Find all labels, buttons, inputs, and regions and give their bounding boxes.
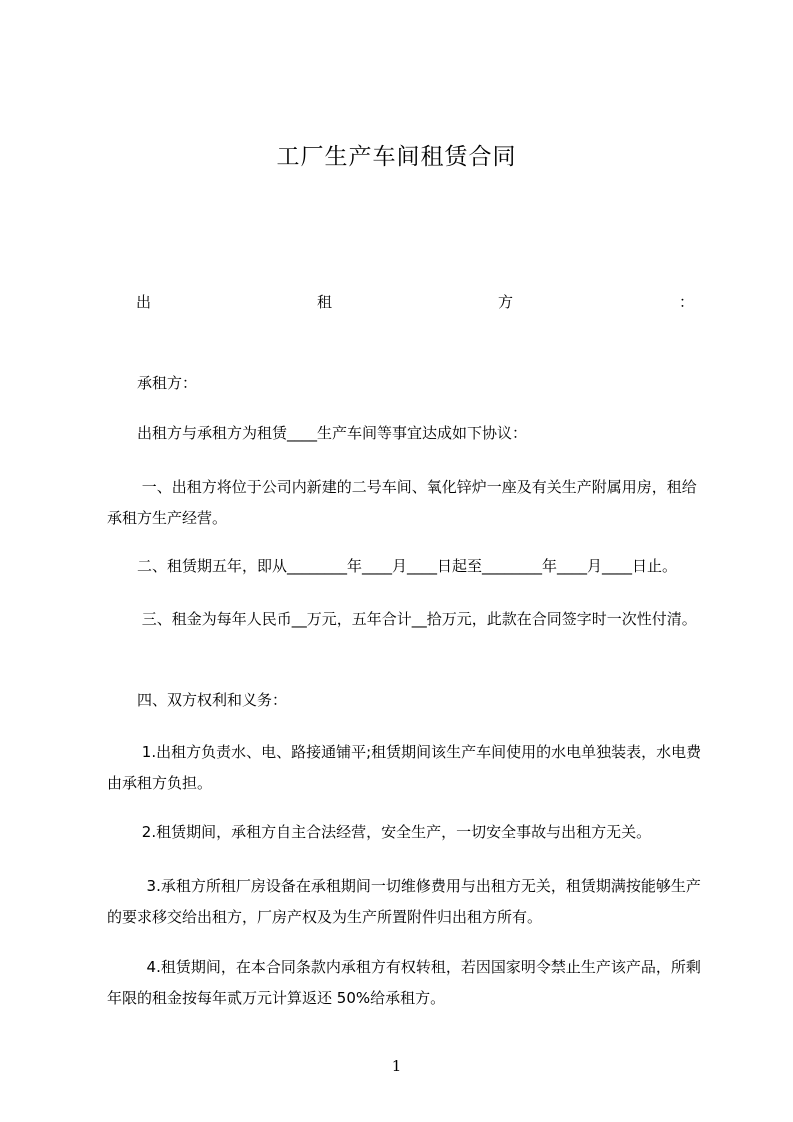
lessor-label-char: 出: [136, 293, 152, 311]
clause-4-item-3: 3.承租方所租厂房设备在承租期间一切维修费用与出租方无关，租赁期满按能够生产的要求移交给出租方，厂房产权及为生产所置附件归出租方所有。: [107, 877, 701, 926]
clause-4-item-1: 1.出租方负责水、电、路接通铺平;租赁期间该生产车间使用的水电单独装表，水电费由承租方负担。: [107, 743, 702, 792]
lessor-label-char: 租: [316, 293, 332, 311]
agreement-intro: 出租方与承租方为租赁____生产车间等事宜达成如下协议：: [137, 424, 528, 442]
clause-4-item-4: 4.租赁期间，在本合同条款内承租方有权转租，若因国家明令禁止生产该产品，所剩年限的租金按每年贰万元计算返还 50%给承租方。: [107, 958, 701, 1007]
page-number: 1: [391, 1057, 402, 1075]
clause-1: 一、出租方将位于公司内新建的二号车间、氧化锌炉一座及有关生产附属用房，租给承租方生产经营。: [107, 478, 697, 527]
lessor-label: [136, 290, 694, 314]
lessor-label-char: 方: [497, 293, 513, 311]
lessor-label-char: ：: [678, 293, 694, 311]
clause-4-item-2: 2.租赁期间，承租方自主合法经营，安全生产，一切安全事故与出租方无关。: [137, 823, 652, 841]
clause-4-heading: 四、双方权利和义务：: [137, 691, 288, 709]
lessee-label: 承租方：: [137, 374, 198, 392]
clause-3: 三、租金为每年人民币__万元，五年合计__拾万元，此款在合同签字时一次性付清。: [137, 610, 697, 628]
contract-title: 工厂生产车间租赁合同: [276, 144, 517, 170]
clause-2: 二、租赁期五年，即从________年____月____日起至________年____月____日止。: [137, 557, 678, 575]
